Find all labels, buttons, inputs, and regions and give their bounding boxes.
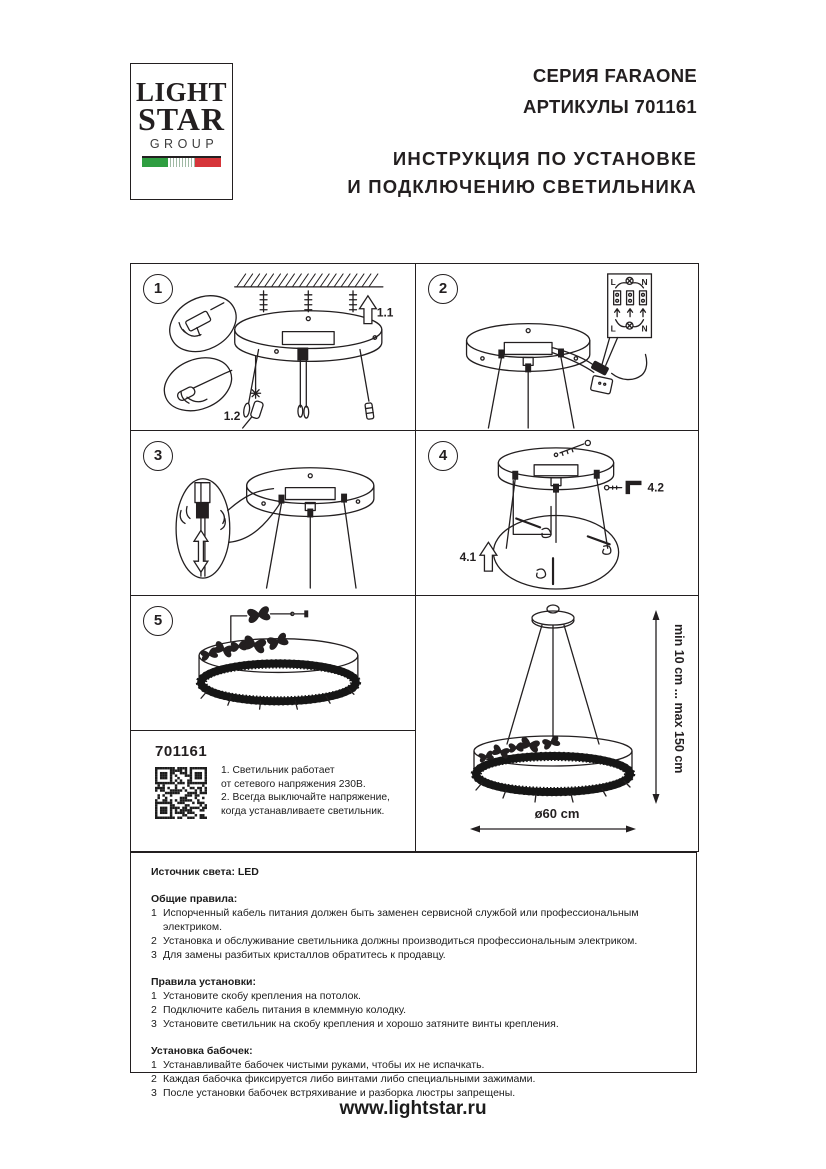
list-item: 2 Подключите кабель питания в клеммную колодку. xyxy=(151,1004,407,1016)
article-qr-block xyxy=(131,731,416,851)
label-step-4-2: 4.2 xyxy=(647,480,665,495)
up-arrow-icon xyxy=(359,296,376,324)
panel-2-wiring xyxy=(416,264,698,431)
butterflies xyxy=(200,632,289,661)
lightstar-logo xyxy=(130,63,233,200)
list-item: 3 Для замены разбитых кристаллов обратитесь к продавцу. xyxy=(151,949,446,961)
mounting-ring xyxy=(247,468,374,518)
qr-code xyxy=(155,767,207,819)
logo-word-light: LIGHT xyxy=(135,77,228,107)
panel-5-butterflies xyxy=(131,596,416,731)
section-title-general: Общие правила: xyxy=(151,893,238,905)
document-title: ИНСТРУКЦИЯ ПО УСТАНОВКЕ И ПОДКЛЮЧЕНИЮ СВЕТИЛЬНИКА xyxy=(347,148,697,197)
label-step-1-1: 1.1 xyxy=(376,305,394,320)
panel-1-drawing xyxy=(131,264,415,430)
terminal-l-bottom: L xyxy=(610,323,616,334)
cable-gripper-inset xyxy=(176,479,280,578)
height-range-label: min 10 cm ... max 150 cm xyxy=(672,624,686,774)
up-down-arrow-icon xyxy=(194,530,208,572)
list-item: 3 После установки бабочек встряхивание и разборка люстры запрещены. xyxy=(151,1087,516,1099)
step-1-badge: 1 xyxy=(143,274,173,304)
safety-notes: 1. Светильник работает от сетевого напряжения 230В. 2. Всегда выключайте напряжение, когда устанавливаете светильник. xyxy=(221,765,390,817)
list-item: 1 Устанавливайте бабочек чистыми руками, чтобы их не испачкать. xyxy=(151,1059,485,1071)
list-item: 1 Установите скобу крепления на потолок. xyxy=(151,990,361,1002)
height-dimension-arrow xyxy=(653,610,660,804)
ceiling-hatch xyxy=(235,274,383,287)
instructions-box xyxy=(130,852,697,1099)
flag-green-stripe xyxy=(142,158,168,167)
step-4-badge: 4 xyxy=(428,441,458,471)
list-item: 3 Установите светильник на скобу крепления и хорошо затяните винты крепления. xyxy=(151,1018,559,1030)
diameter-dimension-arrow xyxy=(470,826,636,833)
step-3-badge: 3 xyxy=(143,441,173,471)
label-step-1-2: 1.2 xyxy=(223,409,241,424)
crystal-ring xyxy=(472,753,634,802)
italian-flag-icon xyxy=(142,156,221,167)
panel-4-hanging-luminaire xyxy=(416,431,698,596)
article-number: 701161 xyxy=(155,743,208,760)
list-item: 1 Испорченный кабель питания должен быть заменен сервисной службой или профессиональным электриком. xyxy=(151,907,639,933)
panel-3-drawing xyxy=(131,431,415,595)
diagram-grid xyxy=(130,263,699,852)
terminal-l-top: L xyxy=(610,276,616,287)
light-source-line: Источник света: LED xyxy=(151,866,259,878)
article-number-heading: АРТИКУЛЫ 701161 xyxy=(522,96,697,117)
panel-5-drawing xyxy=(131,596,415,730)
panel-4-drawing xyxy=(416,431,698,595)
series-heading xyxy=(523,60,697,122)
section-title-installation: Правила установки: xyxy=(151,976,256,988)
terminal-n-top: N xyxy=(641,276,648,287)
drill-hand-inset xyxy=(160,285,245,363)
list-item: 2 Каждая бабочка фиксируется либо винтами либо специальными зажимами. xyxy=(151,1073,536,1085)
suspension-rods xyxy=(488,357,573,428)
panel-2-drawing xyxy=(416,264,698,430)
screw-and-allen-key-icon xyxy=(605,481,642,494)
step-2-badge: 2 xyxy=(428,274,458,304)
flag-red-stripe xyxy=(195,158,221,167)
mounting-ring xyxy=(498,440,613,492)
logo-word-group: GROUP xyxy=(149,137,219,151)
label-step-4-1: 4.1 xyxy=(459,550,477,565)
website-url: www.lightstar.ru xyxy=(339,1098,487,1119)
list-item: 2 Установка и обслуживание светильника должны производиться профессиональным электриком. xyxy=(151,935,638,947)
section-title-butterflies: Установка бабочек: xyxy=(151,1045,253,1057)
crystal-ring xyxy=(197,661,360,710)
terminal-block-detail xyxy=(602,274,652,365)
terminal-n-bottom: N xyxy=(641,323,648,334)
step-5-badge: 5 xyxy=(143,606,173,636)
butterfly-screw-detail xyxy=(231,606,308,642)
wall-dowels xyxy=(260,291,356,312)
panel-3-cable-adjustment xyxy=(131,431,416,596)
series-name: СЕРИЯ FARAONE xyxy=(532,65,697,86)
panel-dimensions xyxy=(416,596,698,851)
flag-striped-middle xyxy=(168,158,194,167)
logo-word-star: STAR xyxy=(138,101,225,137)
panel-1-ceiling-mounting xyxy=(131,264,416,431)
diameter-label: ø60 cm xyxy=(534,806,580,821)
mounting-ring xyxy=(467,324,590,373)
